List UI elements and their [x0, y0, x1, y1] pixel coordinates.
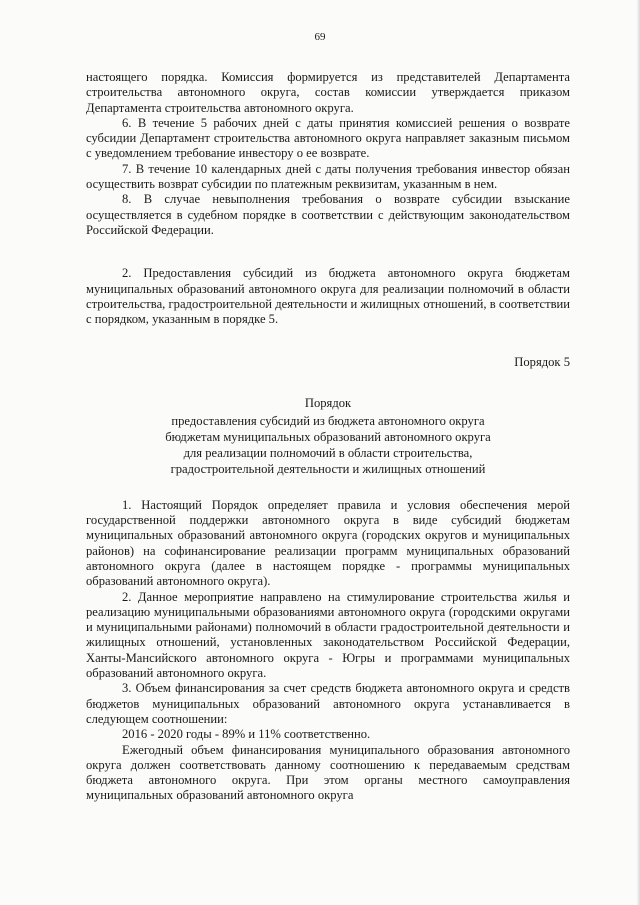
title-line: градостроительной деятельности и жилищных отношений — [170, 461, 486, 476]
paragraph-item-6: 6. В течение 5 рабочих дней с даты принятия комиссией решения о возврате субсидии Департамент строительства автономного округа направляет заказным письмом с уведомлением требование инвестору о ее возврате. — [86, 115, 570, 161]
title-line: бюджетам муниципальных образований автономного округа — [165, 429, 491, 444]
body-paragraph-3: 3. Объем финансирования за счет средств бюджета автономного округа и средств бюджетов муниципальных образований автономного округа устанавливается в следующем соотношении: — [86, 681, 570, 726]
order-label: Порядок 5 — [514, 355, 570, 370]
body-paragraph-2: 2. Данное мероприятие направлено на стимулирование строительства жилья и реализацию муниципальными образованиями автономного округа (городскими округами и муниципальными районами) полномочий в области градостроительной деятельности и жилищных отношений, установленных законодательством Российской Федерации, Ханты-Мансийского автономного округа - Югры и программами муниципальных образований автономного округа. — [86, 589, 570, 681]
document-title — [86, 395, 570, 477]
body-paragraph-1: 1. Настоящий Порядок определяет правила и условия обеспечения мерой государственной поддержки автономного округа в виде субсидий бюджетам муниципальных образований автономного округа (городских округов и муниципальных районов) на софинансирование реализации программ муниципальных образований автономного округа (далее в настоящем порядке - программы муниципальных образований автономного округа). — [86, 497, 570, 589]
title-main: Порядок — [304, 395, 352, 410]
title-line: для реализации полномочий в области строительства, — [183, 445, 473, 460]
body-paragraph-annual: Ежегодный объем финансирования муниципального образования автономного округа должен соответствовать данному соотношению к передаваемым средствам бюджета автономного округа. При этом органы местного самоуправления муниципальных образований автономного округа — [86, 742, 570, 803]
scan-edge-shadow — [636, 0, 640, 905]
title-line: предоставления субсидий из бюджета автономного округа — [171, 413, 485, 428]
page-number: 69 — [314, 31, 326, 43]
paragraph-item-7: 7. В течение 10 календарных дней с даты получения требования инвестор обязан осуществить возврат субсидии по платежным реквизитам, указанным в нем. — [86, 161, 570, 192]
paragraph-continuation: настоящего порядка. Комиссия формируется из представителей Департамента строительства автономного округа, состав комиссии утверждается приказом Департамента строительства автономного округа. — [86, 70, 570, 115]
section-2-paragraph: 2. Предоставления субсидий из бюджета автономного округа бюджетам муниципальных образований автономного округа для реализации полномочий в области строительства, градостроительной деятельности и жилищных отношений, в соответствии с порядком, указанным в порядке 5. — [86, 266, 570, 327]
paragraph-item-8: 8. В случае невыполнения требования о возврате субсидии взыскание осуществляется в судебном порядке в соответствии с действующим законодательством Российской Федерации. — [86, 192, 570, 237]
body-paragraph-ratio: 2016 - 2020 годы - 89% и 11% соответственно. — [122, 727, 371, 742]
document-body — [86, 70, 570, 804]
